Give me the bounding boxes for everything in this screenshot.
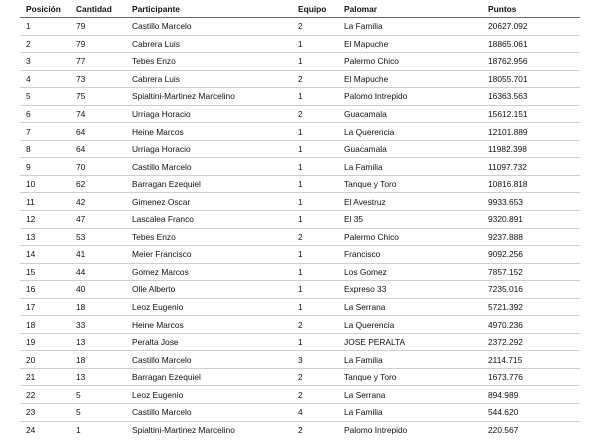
table-row bbox=[20, 263, 580, 281]
cell-participante: Castillo Marcelo bbox=[126, 158, 292, 176]
cell-posicion: 13 bbox=[20, 228, 70, 246]
table-row bbox=[20, 228, 580, 246]
cell-palomar: La Querencia bbox=[338, 316, 482, 334]
cell-puntos: 16363.563 bbox=[482, 88, 580, 106]
cell-palomar: Tanque y Toro bbox=[338, 368, 482, 386]
cell-palomar: Palomo Intrepido bbox=[344, 424, 408, 435]
cell-puntos: 20627.092 bbox=[482, 18, 580, 36]
cell-equipo: 2 bbox=[292, 18, 338, 36]
cell-puntos: 18762.956 bbox=[482, 53, 580, 71]
cell-puntos: 12101.889 bbox=[482, 123, 580, 141]
cell-posicion: 7 bbox=[20, 123, 70, 141]
cell-participante: Gimenez Oscar bbox=[126, 193, 292, 211]
cell-posicion: 23 bbox=[20, 404, 70, 422]
cell-puntos: 220.567 bbox=[488, 424, 519, 435]
table-row bbox=[20, 35, 580, 53]
header-participante: Participante bbox=[126, 2, 292, 18]
cell-cantidad: 74 bbox=[70, 105, 126, 123]
cell-participante: Heine Marcos bbox=[126, 316, 292, 334]
cell-puntos: 1673.776 bbox=[482, 368, 580, 386]
header-puntos: Puntos bbox=[482, 2, 580, 18]
table-row bbox=[20, 246, 580, 264]
table-row bbox=[20, 18, 580, 36]
cell-participante: Leoz Eugenio bbox=[126, 386, 292, 404]
cell-equipo: 2 bbox=[292, 70, 338, 88]
cell-palomar: Los Gomez bbox=[338, 263, 482, 281]
cell-cantidad: 5 bbox=[70, 386, 126, 404]
cell-cantidad: 79 bbox=[70, 35, 126, 53]
cell-posicion: 4 bbox=[20, 70, 70, 88]
cell-palomar: El Mapuche bbox=[338, 35, 482, 53]
table-row bbox=[20, 88, 580, 106]
cell-participante: Heine Marcos bbox=[126, 123, 292, 141]
cell-posicion: 15 bbox=[20, 263, 70, 281]
cell-puntos: 9320.891 bbox=[482, 211, 580, 229]
cell-participante: Tebes Enzo bbox=[126, 53, 292, 71]
cell-cantidad: 53 bbox=[70, 228, 126, 246]
cell-participante: Tebes Enzo bbox=[126, 228, 292, 246]
table-row bbox=[20, 386, 580, 404]
cell-equipo: 3 bbox=[292, 351, 338, 369]
header-equipo: Equipo bbox=[292, 2, 338, 18]
table-row bbox=[20, 158, 580, 176]
cell-cantidad: 47 bbox=[70, 211, 126, 229]
cell-cantidad: 18 bbox=[70, 298, 126, 316]
cell-palomar: El Avestruz bbox=[338, 193, 482, 211]
cell-palomar: Palermo Chico bbox=[338, 228, 482, 246]
cell-cantidad: 79 bbox=[70, 18, 126, 36]
cell-palomar: La Familia bbox=[338, 351, 482, 369]
cell-posicion: 5 bbox=[20, 88, 70, 106]
cell-puntos: 11982.398 bbox=[482, 140, 580, 158]
table-row bbox=[20, 333, 580, 351]
table-row bbox=[20, 70, 580, 88]
table-row bbox=[20, 404, 580, 422]
cell-equipo: 1 bbox=[292, 211, 338, 229]
cell-palomar: La Familia bbox=[338, 158, 482, 176]
cell-palomar: Tanque y Toro bbox=[338, 175, 482, 193]
table-row bbox=[20, 316, 580, 334]
cell-posicion: 21 bbox=[20, 368, 70, 386]
cell-posicion: 19 bbox=[20, 333, 70, 351]
cell-palomar: La Querencia bbox=[338, 123, 482, 141]
cell-posicion: 11 bbox=[20, 193, 70, 211]
table-row bbox=[20, 368, 580, 386]
cell-participante: Gomez Marcos bbox=[126, 263, 292, 281]
cell-palomar: Francisco bbox=[338, 246, 482, 264]
cell-posicion: 18 bbox=[20, 316, 70, 334]
cell-puntos: 2372.292 bbox=[482, 333, 580, 351]
cell-palomar: La Familia bbox=[338, 404, 482, 422]
cell-puntos: 7857.152 bbox=[482, 263, 580, 281]
cell-palomar: Guacamala bbox=[338, 140, 482, 158]
cell-participante: Castillo Marcelo bbox=[126, 18, 292, 36]
cell-cantidad: 13 bbox=[70, 333, 126, 351]
cell-posicion: 8 bbox=[20, 140, 70, 158]
cell-posicion: 12 bbox=[20, 211, 70, 229]
table-row bbox=[20, 140, 580, 158]
cell-cantidad: 40 bbox=[70, 281, 126, 299]
cell-equipo: 1 bbox=[292, 246, 338, 264]
cell-equipo: 2 bbox=[292, 105, 338, 123]
cell-palomar: El 35 bbox=[338, 211, 482, 229]
cell-puntos: 10816.818 bbox=[482, 175, 580, 193]
table-row bbox=[20, 53, 580, 71]
cell-puntos: 894.989 bbox=[482, 386, 580, 404]
cell-puntos: 9237.888 bbox=[482, 228, 580, 246]
results-table bbox=[20, 2, 580, 438]
cell-participante: Castillo Marcelo bbox=[126, 404, 292, 422]
cell-participante: Meier Francisco bbox=[126, 246, 292, 264]
cell-puntos: 2114.715 bbox=[482, 351, 580, 369]
cell-equipo: 1 bbox=[292, 298, 338, 316]
cell-equipo: 1 bbox=[292, 35, 338, 53]
cell-equipo: 1 bbox=[292, 193, 338, 211]
cell-cantidad: 70 bbox=[70, 158, 126, 176]
cell-cantidad: 5 bbox=[70, 404, 126, 422]
cell-equipo: 4 bbox=[292, 404, 338, 422]
cell-participante: Cabrera Luis bbox=[126, 70, 292, 88]
cell-posicion: 3 bbox=[20, 53, 70, 71]
cell-equipo: 1 bbox=[292, 53, 338, 71]
table-row bbox=[20, 298, 580, 316]
cell-posicion: 16 bbox=[20, 281, 70, 299]
cell-equipo: 1 bbox=[292, 88, 338, 106]
table-row bbox=[20, 123, 580, 141]
table-row bbox=[20, 193, 580, 211]
cell-posicion: 10 bbox=[20, 175, 70, 193]
cell-puntos: 15612.151 bbox=[482, 105, 580, 123]
cell-posicion: 9 bbox=[20, 158, 70, 176]
cell-palomar: La Serrana bbox=[338, 386, 482, 404]
cell-equipo: 1 bbox=[292, 263, 338, 281]
cell-posicion: 6 bbox=[20, 105, 70, 123]
cell-posicion: 14 bbox=[20, 246, 70, 264]
cell-posicion: 2 bbox=[20, 35, 70, 53]
cell-participante: Cabrera Luis bbox=[126, 35, 292, 53]
cell-participante: Peralta Jose bbox=[126, 333, 292, 351]
cell-puntos: 9933.653 bbox=[482, 193, 580, 211]
cell-equipo: 1 bbox=[292, 175, 338, 193]
cell-cantidad: 18 bbox=[70, 351, 126, 369]
cell-cantidad: 64 bbox=[70, 140, 126, 158]
cell-participante: Barragan Ezequiel bbox=[126, 175, 292, 193]
cell-participante: Spialtini-Martinez Marcelino bbox=[132, 424, 235, 435]
cell-cantidad: 44 bbox=[70, 263, 126, 281]
cell-palomar: Guacamala bbox=[338, 105, 482, 123]
cell-equipo: 1 bbox=[292, 158, 338, 176]
cell-puntos: 4970.236 bbox=[482, 316, 580, 334]
cell-puntos: 18055.701 bbox=[482, 70, 580, 88]
cell-puntos: 9092.256 bbox=[482, 246, 580, 264]
table-row bbox=[20, 105, 580, 123]
cell-puntos: 544.620 bbox=[482, 404, 580, 422]
header-posicion: Posición bbox=[20, 2, 70, 18]
cell-palomar: JOSE PERALTA bbox=[338, 333, 482, 351]
cell-posicion: 1 bbox=[20, 18, 70, 36]
cell-cantidad: 42 bbox=[70, 193, 126, 211]
cell-cantidad: 64 bbox=[70, 123, 126, 141]
cell-cantidad: 73 bbox=[70, 70, 126, 88]
cell-equipo: 1 bbox=[292, 333, 338, 351]
cell-puntos: 11097.732 bbox=[482, 158, 580, 176]
cell-participante: Castillo Marcelo bbox=[126, 351, 292, 369]
cell-palomar: Palomo Intrepido bbox=[338, 88, 482, 106]
header-cantidad: Cantidad bbox=[70, 2, 126, 18]
table-row bbox=[20, 175, 580, 193]
cell-participante: Leoz Eugenio bbox=[126, 298, 292, 316]
cell-cantidad: 62 bbox=[70, 175, 126, 193]
cell-cantidad: 13 bbox=[70, 368, 126, 386]
cell-participante: Olle Alberto bbox=[126, 281, 292, 299]
cell-puntos: 18865.061 bbox=[482, 35, 580, 53]
cell-puntos: 7235.016 bbox=[482, 281, 580, 299]
cell-equipo: 1 bbox=[292, 140, 338, 158]
cell-participante: Urriaga Horacio bbox=[126, 105, 292, 123]
cell-palomar: Palermo Chico bbox=[338, 53, 482, 71]
cell-posicion: 17 bbox=[20, 298, 70, 316]
table-row bbox=[20, 281, 580, 299]
cell-posicion: 24 bbox=[26, 424, 36, 435]
cell-palomar: La Serrana bbox=[338, 298, 482, 316]
table-row bbox=[20, 211, 580, 229]
cell-cantidad: 33 bbox=[70, 316, 126, 334]
cell-equipo: 2 bbox=[292, 368, 338, 386]
cell-posicion: 20 bbox=[20, 351, 70, 369]
table-row bbox=[20, 351, 580, 369]
cell-equipo: 2 bbox=[292, 316, 338, 334]
cell-palomar: El Mapuche bbox=[338, 70, 482, 88]
cell-cantidad: 1 bbox=[76, 424, 81, 435]
cell-participante: Urriaga Horacio bbox=[126, 140, 292, 158]
cell-cantidad: 77 bbox=[70, 53, 126, 71]
cell-participante: Barragan Ezequiel bbox=[126, 368, 292, 386]
header-row bbox=[20, 2, 580, 18]
cell-palomar: Expreso 33 bbox=[338, 281, 482, 299]
cell-participante: Spialtini-Martinez Marcelino bbox=[126, 88, 292, 106]
header-palomar: Palomar bbox=[338, 2, 482, 18]
cell-palomar: La Familia bbox=[338, 18, 482, 36]
cell-cantidad: 41 bbox=[70, 246, 126, 264]
cell-equipo: 1 bbox=[292, 281, 338, 299]
cell-participante: Lascalea Franco bbox=[126, 211, 292, 229]
table-row bbox=[20, 421, 580, 438]
cell-cantidad: 75 bbox=[70, 88, 126, 106]
cell-equipo: 1 bbox=[292, 123, 338, 141]
cell-equipo: 2 bbox=[298, 424, 303, 435]
cell-equipo: 2 bbox=[292, 386, 338, 404]
cell-posicion: 22 bbox=[20, 386, 70, 404]
cell-equipo: 2 bbox=[292, 228, 338, 246]
cell-puntos: 5721.392 bbox=[482, 298, 580, 316]
